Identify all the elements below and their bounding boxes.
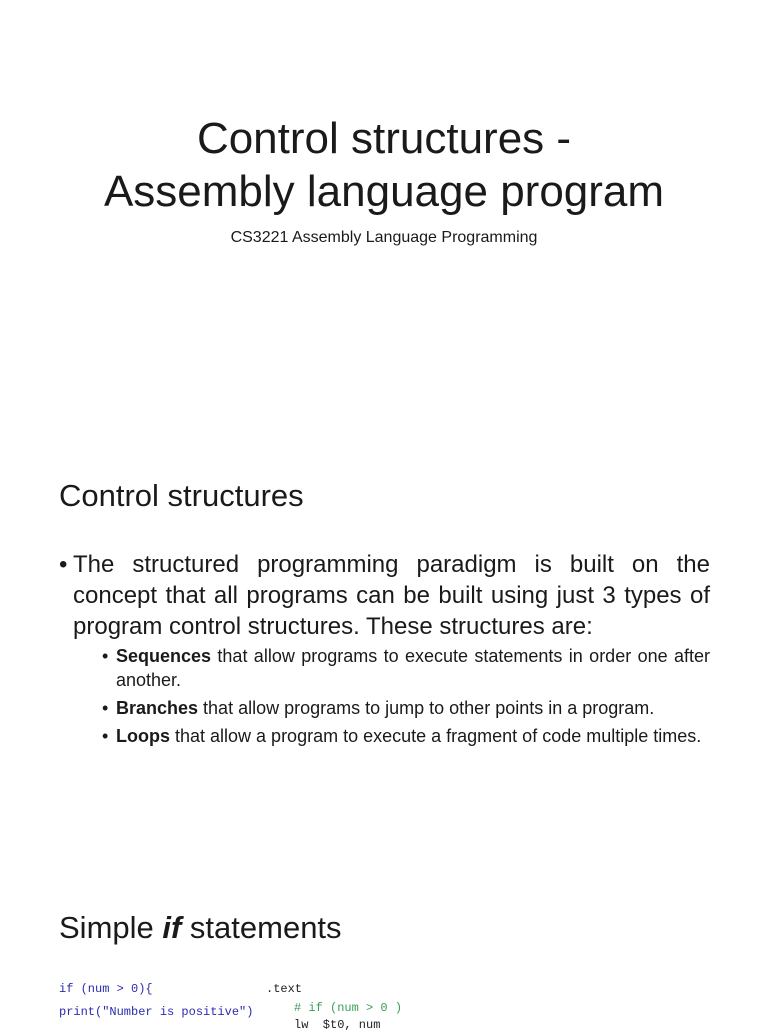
c-code-line-2: print("Number is positive") <box>59 1005 254 1019</box>
asm-code-line-3: lw $t0, num <box>294 1018 381 1032</box>
simple-if-slide <box>0 864 768 1032</box>
main-bullet-text: The structured programming paradigm is built on the concept that all programs can be built using just 3 types of program control structures. These structures are: <box>73 551 710 640</box>
term-sequences: Sequences <box>116 646 212 666</box>
sub-bullet-loops <box>102 724 710 748</box>
heading-pre: Simple <box>59 910 163 945</box>
c-code-line-1: if (num > 0){ <box>59 982 153 996</box>
term-loops: Loops <box>116 726 170 746</box>
slide-subtitle: CS3221 Assembly Language Programming <box>230 229 538 246</box>
slide-title <box>0 112 768 218</box>
title-line-1: Control structures - <box>196 114 572 163</box>
title-line-2: Assembly language program <box>103 167 665 216</box>
asm-comment-line: # if (num > 0 ) <box>294 1001 403 1015</box>
sub-bullet-branches <box>102 696 710 720</box>
sub-bullet-list <box>73 644 710 748</box>
control-structures-slide <box>0 432 768 864</box>
simple-if-heading <box>59 909 342 947</box>
control-structures-heading: Control structures <box>59 478 304 513</box>
bullet-list <box>59 549 710 752</box>
heading-if-keyword: if <box>162 910 182 945</box>
sub-bullet-text: that allow a program to execute a fragment of code multiple times. <box>170 726 702 746</box>
asm-code-line-1: .text <box>266 982 303 996</box>
main-bullet <box>59 549 710 748</box>
sub-bullet-text: that allow programs to jump to other points in a program. <box>198 698 655 718</box>
sub-bullet-sequences <box>102 644 710 692</box>
title-slide <box>0 0 768 432</box>
heading-post: statements <box>181 910 342 945</box>
term-branches: Branches <box>116 698 199 718</box>
sub-bullet-text: that allow programs to execute statements in order one after another. <box>116 646 710 690</box>
